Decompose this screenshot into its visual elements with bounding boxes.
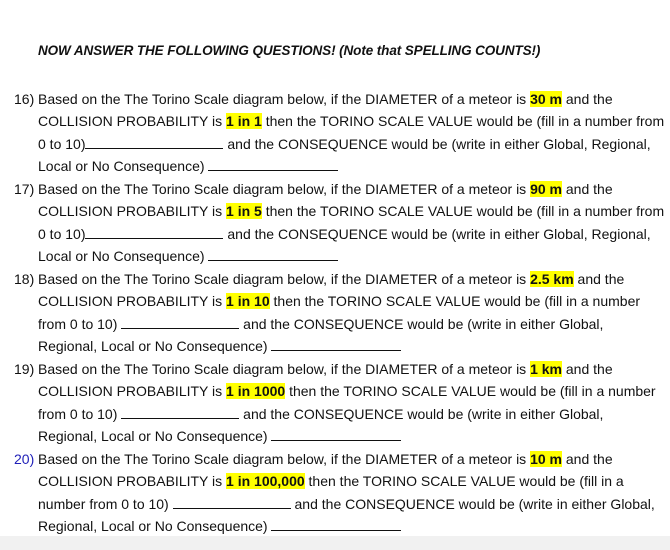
torino-value-blank[interactable] xyxy=(121,405,239,419)
probability-highlight: 1 in 5 xyxy=(226,203,262,220)
question-20 xyxy=(14,448,666,538)
question-18 xyxy=(14,268,666,358)
consequence-blank[interactable] xyxy=(271,427,401,441)
torino-value-blank[interactable] xyxy=(173,495,291,509)
question-17 xyxy=(14,178,666,268)
torino-value-blank[interactable] xyxy=(85,135,223,149)
instructions-heading: NOW ANSWER THE FOLLOWING QUESTIONS! (Note that SPELLING COUNTS!) xyxy=(38,43,541,58)
question-number: 20) xyxy=(14,451,35,467)
diameter-highlight: 2.5 km xyxy=(530,271,574,287)
torino-value-blank[interactable] xyxy=(121,315,239,329)
diameter-highlight: 90 m xyxy=(530,181,562,197)
question-19 xyxy=(14,358,666,448)
probability-highlight: 1 in 100,000 xyxy=(226,473,305,490)
probability-highlight: 1 in 1 xyxy=(226,113,262,130)
diameter-highlight: 30 m xyxy=(530,91,562,107)
diameter-highlight: 10 m xyxy=(530,451,562,467)
question-number: 16) xyxy=(14,91,35,107)
consequence-blank[interactable] xyxy=(271,337,401,351)
question-text: Based on the The Torino Scale diagram below, if the DIAMETER of a meteor is 90 m and the COLLISION PROBABILITY is 1 in 5 then the TORINO SCALE VALUE would be (fill in a number from 0 to 10) and the CONSEQUENCE would be (write in either Global, Regional, Local or No Consequence) xyxy=(38,181,665,265)
question-16 xyxy=(14,88,666,178)
torino-value-blank[interactable] xyxy=(85,225,223,239)
question-text: Based on the The Torino Scale diagram below, if the DIAMETER of a meteor is 30 m and the COLLISION PROBABILITY is 1 in 1 then the TORINO SCALE VALUE would be (fill in a number from 0 to 10) and the CONSEQUENCE would be (write in either Global, Regional, Local or No Consequence) xyxy=(38,91,665,175)
page-bottom-edge xyxy=(0,536,670,550)
consequence-blank[interactable] xyxy=(208,247,338,261)
question-number: 19) xyxy=(14,361,35,377)
probability-highlight: 1 in 1000 xyxy=(226,383,286,400)
question-text: Based on the The Torino Scale diagram below, if the DIAMETER of a meteor is 10 m and the COLLISION PROBABILITY is 1 in 100,000 then the TORINO SCALE VALUE would be (fill in a number from 0 to 10) and the CONSEQUENCE would be (write in either Global, Regional, Local or No Consequence) xyxy=(38,451,655,535)
consequence-blank[interactable] xyxy=(271,517,401,531)
question-text: Based on the The Torino Scale diagram below, if the DIAMETER of a meteor is 1 km and the COLLISION PROBABILITY is 1 in 1000 then the TORINO SCALE VALUE would be (fill in a number from 0 to 10) and the CONSEQUENCE would be (write in either Global, Regional, Local or No Consequence) xyxy=(38,361,656,445)
question-number: 17) xyxy=(14,181,35,197)
consequence-blank[interactable] xyxy=(208,157,338,171)
question-number: 18) xyxy=(14,271,35,287)
question-text: Based on the The Torino Scale diagram below, if the DIAMETER of a meteor is 2.5 km and the COLLISION PROBABILITY is 1 in 10 then the TORINO SCALE VALUE would be (fill in a number from 0 to 10) and the CONSEQUENCE would be (write in either Global, Regional, Local or No Consequence) xyxy=(38,271,641,355)
probability-highlight: 1 in 10 xyxy=(226,293,270,310)
diameter-highlight: 1 km xyxy=(530,361,562,377)
